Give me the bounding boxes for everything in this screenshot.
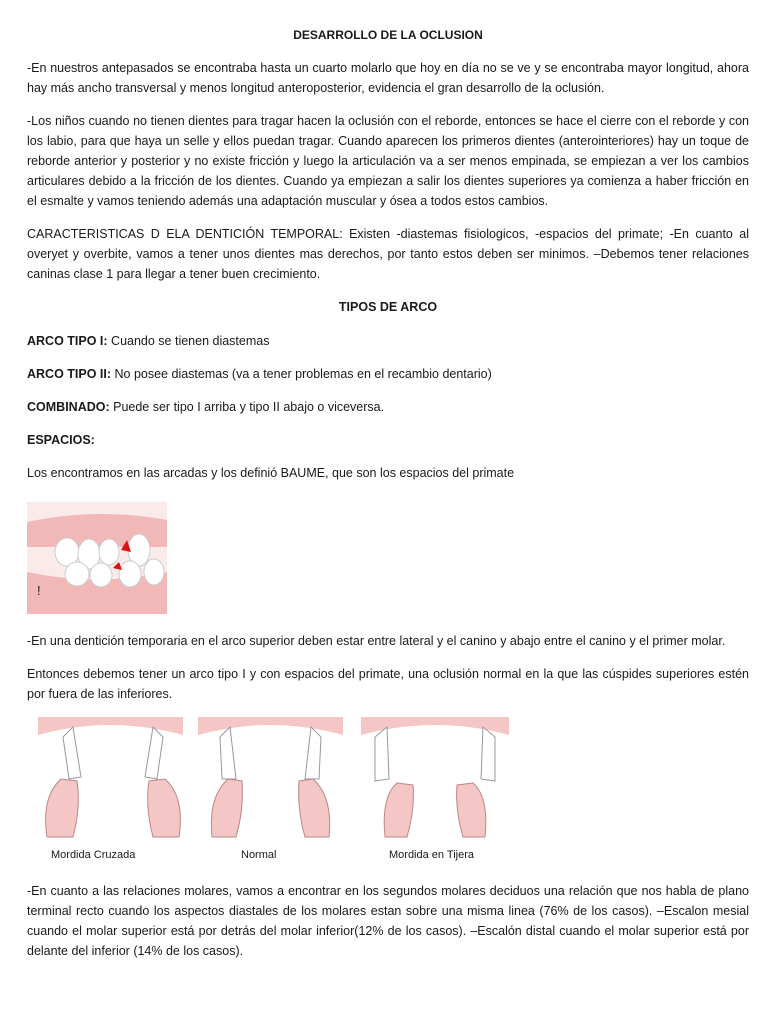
- spaces-text: Los encontramos en las arcadas y los definió BAUME, que son los espacios del primate: [27, 466, 515, 480]
- scissor-bite-diagram: [361, 717, 509, 837]
- paragraph-molar-relations: -En cuanto a las relaciones molares, vamos a encontrar en los segundos molares deciduos una relación que nos habla de plano terminal recto cuando los aspectos diastales de los molares estan sobre una misma linea (76% de los casos). –Escalon mesial cuando el molar superior está por detrás del molar inferior(12% de los casos). –Escalón distal cuando el molar superior está por delante del inferior (14% de los casos).: [27, 884, 749, 958]
- arch-combined-text: Puede ser tipo I arriba y tipo II abajo o viceversa.: [109, 400, 385, 414]
- primate-spaces-illustration: [27, 502, 167, 614]
- bite-diagrams: [33, 717, 513, 845]
- spaces-heading: [27, 430, 749, 450]
- arch-type-1: [27, 331, 749, 351]
- paragraph-ancestors: -En nuestros antepasados se encontraba hasta un cuarto molarlo que hoy en día no se ve y se encontraba mayor longitud, ahora hay más ancho transversal y menos longitud anteroposterior, evidencia el gran desarrollo de la oclusión.: [27, 61, 749, 95]
- normal-bite-diagram: [198, 717, 343, 837]
- arch-type-2-label: ARCO TIPO II:: [27, 367, 112, 381]
- document-page: [27, 20, 749, 974]
- crossbite-diagram: [38, 717, 183, 837]
- document-title: DESARROLLO DE LA OCLUSION: [293, 28, 483, 42]
- paragraph-temporary-dentition: -En una dentición temporaria en el arco superior deben estar entre lateral y el canino y abajo entre el canino y el primer molar.: [27, 634, 726, 648]
- caption-normal: Normal: [241, 849, 277, 861]
- caption-scissor-bite: Mordida en Tijera: [389, 849, 474, 861]
- arch-type-2-text: No posee diastemas (va a tener problemas en el recambio dentario): [111, 367, 492, 381]
- arch-type-1-label: ARCO TIPO I:: [27, 334, 108, 348]
- arch-type-1-text: Cuando se tienen diastemas: [107, 334, 270, 348]
- figure-mark: !: [37, 583, 41, 598]
- paragraph-type-i-arch: Entonces debemos tener un arco tipo I y con espacios del primate, una oclusión normal en la que las cúspides superiores estén por fuera de las inferiores.: [27, 667, 749, 701]
- arch-combined-label: COMBINADO:: [27, 400, 110, 414]
- arch-combined: [27, 397, 749, 417]
- spaces-label: ESPACIOS:: [27, 433, 95, 447]
- paragraph-children-occlusion: -Los niños cuando no tienen dientes para tragar hacen la oclusión con el reborde, entonces se hace el cierre con el reborde y con los labio, para que haya un selle y ellos puedan tragar. Cuando aparecen los primeros dientes (anterointeriores) hay un toque de reborde anterior y posterior y no existe fricción y luego la articulación va a ser menos empinada, se empiezan a ver los cambios articulares debido a la fricción de los dientes. Cuando ya empiezan a salir los dientes superiores ya comienza a haber fricción en el esmalte y vamos teniendo además una adaptación muscular y ósea a todos estos cambios.: [27, 114, 749, 208]
- section-title-arch-types: TIPOS DE ARCO: [338, 300, 438, 314]
- paragraph-temporal-dentition: CARACTERISTICAS D ELA DENTICIÓN TEMPORAL: Existen -diastemas fisiologicos, -espacios del primate; -En cuanto al overyet y overbite, vamos a tener unos dientes mas derechos, por tanto estos deben ser minimos. –Debemos tener relaciones caninas clase 1 para llegar a tener buen crecimiento.: [27, 227, 749, 281]
- caption-crossbite: Mordida Cruzada: [51, 849, 136, 861]
- arch-type-2: [27, 364, 749, 384]
- bite-comparison-figure: [33, 717, 513, 867]
